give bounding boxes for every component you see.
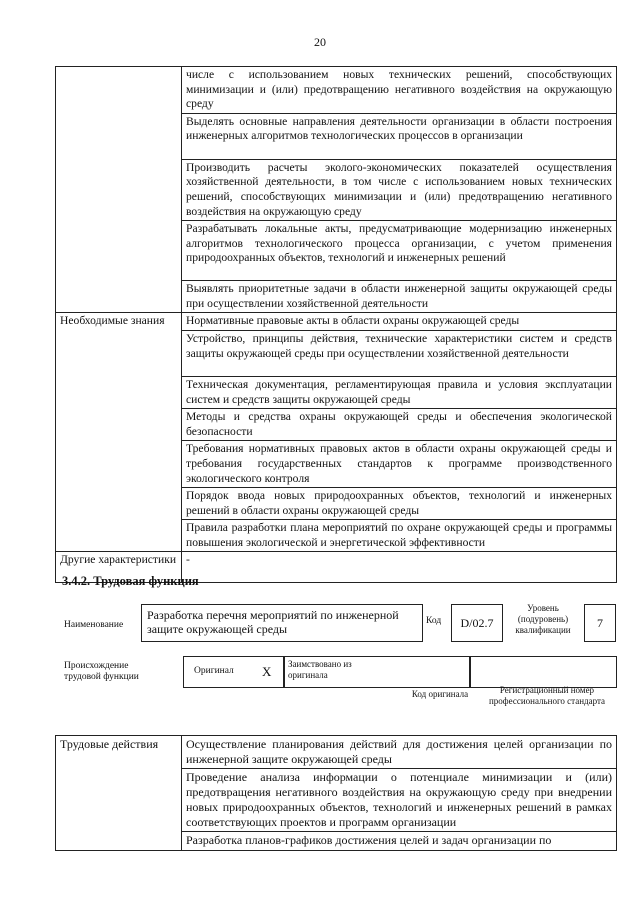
- original-mark: X: [262, 664, 272, 679]
- skill-row: Производить расчеты эколого-экономических показателей осуществления хозяйственной деятельности, в том числе с использованием новых технических решений, способствующих минимизации и (или) предотвращению негативного воздействия на окружающую среду: [186, 160, 612, 218]
- original-label: Оригинал: [194, 666, 234, 676]
- skill-row: числе с использованием новых технических решений, способствующих минимизации и (или) предотвращению негативного воздействия на окружающую среду: [186, 68, 612, 111]
- name-box: [141, 604, 423, 642]
- labor-action-row: Проведение анализа информации о потенциале минимизации и (или) предотвращения негативного воздействия на окружающую среду при внедрении новых природоохранных объектов, технологий и инженерных решений в рамках соответствующих проектов и программ организации: [186, 770, 612, 829]
- skills-knowledge-table: [55, 66, 617, 583]
- knowledge-row: Требования нормативных правовых актов в области охраны окружающей среды и требования государственных стандартов к программе производственного экологического контроля: [186, 442, 612, 485]
- code-original-caption: Код оригинала: [411, 689, 469, 699]
- labor-actions-label: Трудовые действия: [60, 737, 159, 751]
- labor-actions-table: [55, 735, 617, 851]
- knowledge-row: Устройство, принципы действия, технические характеристики систем и средств защиты окружающей среды при осуществлении хозяйственной деятельности: [186, 331, 612, 360]
- labor-action-row: Осуществление планирования действий для достижения целей организации по инженерной защите окружающей среды: [186, 737, 612, 766]
- original-box: [183, 656, 285, 688]
- section-title: 3.4.2. Трудовая функция: [62, 574, 199, 588]
- level-label: Уровень (подуровень) квалификации: [515, 603, 571, 635]
- borrowed-box: [283, 656, 471, 688]
- knowledge-label: Необходимые знания: [60, 314, 165, 328]
- skill-row: Выделять основные направления деятельности организации в области построения инженерных алгоритмов технологических процессов в организации: [186, 114, 612, 143]
- origin-label: Происхождение трудовой функции: [64, 661, 139, 682]
- other-value: -: [186, 553, 190, 567]
- knowledge-row: Методы и средства охраны окружающей среды и обеспечения экологической безопасности: [186, 410, 612, 438]
- code-label: Код: [426, 616, 442, 626]
- knowledge-row: Нормативные правовые акты в области охраны окружающей среды: [186, 314, 520, 328]
- level-value: 7: [597, 616, 603, 630]
- level-box: [584, 604, 616, 642]
- reg-number-box: [469, 656, 617, 688]
- skills-label-cell: [56, 67, 182, 313]
- borrowed-label: Заимствовано из оригинала: [288, 659, 352, 680]
- other-label: Другие характеристики: [60, 553, 177, 567]
- page-number: 20: [314, 35, 326, 49]
- code-value: D/02.7: [460, 616, 494, 630]
- name-value: Разработка перечня мероприятий по инженерной защите окружающей среды: [147, 608, 399, 636]
- name-label: Наименование: [64, 620, 124, 630]
- knowledge-row: Техническая документация, регламентирующая правила и условия эксплуатации систем и средств защиты окружающей среды: [186, 377, 612, 406]
- skill-row: Разрабатывать локальные акты, предусматривающие модернизацию инженерных алгоритмов технологического процесса организации, с учетом применения природоохранных объектов, технологий и инженерных решений: [186, 222, 612, 265]
- reg-number-caption: Регистрационный номер профессионального стандарта: [488, 685, 606, 706]
- knowledge-row: Порядок ввода новых природоохранных объектов, технологий и инженерных решений в области охраны окружающей среды: [186, 489, 612, 517]
- code-box: [451, 604, 503, 642]
- knowledge-row: Правила разработки плана мероприятий по охране окружающей среды и программы повышения экологической и энергетической эффективности: [186, 521, 612, 549]
- skill-row: Выявлять приоритетные задачи в области инженерной защиты окружающей среды при осуществлении хозяйственной деятельности: [186, 282, 612, 310]
- labor-action-row: Разработка планов-графиков достижения целей и задач организации по: [186, 833, 552, 847]
